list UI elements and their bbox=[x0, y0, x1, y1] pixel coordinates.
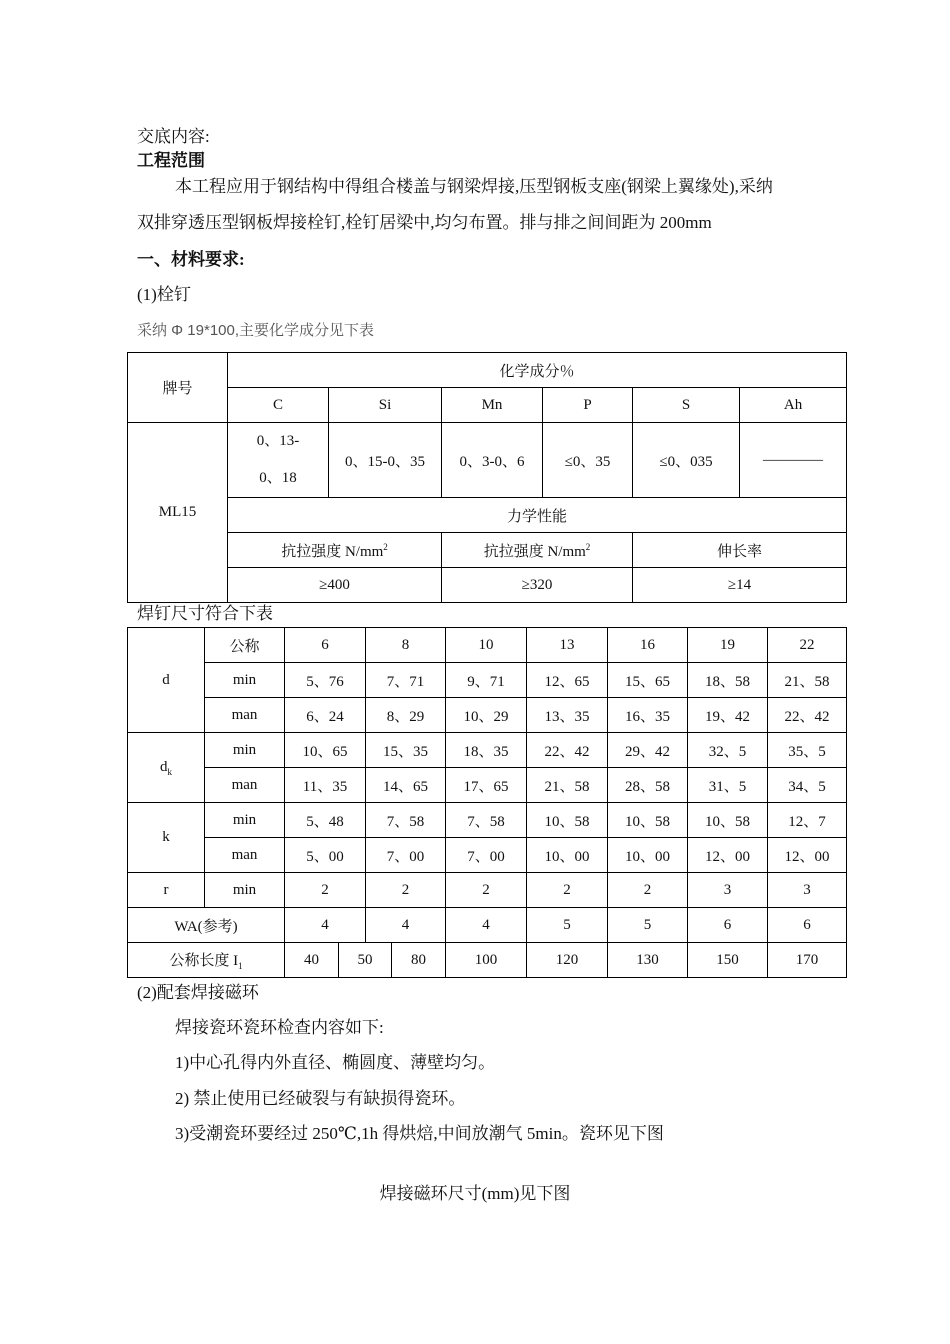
ring-item-1: 1)中心孔得内外直径、椭圆度、薄壁均匀。 bbox=[175, 1053, 496, 1072]
heading-materials: 一、材料要求: bbox=[137, 250, 245, 269]
ring-item-2: 2) 禁止使用已经破裂与有缺损得瓷环。 bbox=[175, 1089, 466, 1108]
ring-intro: 焊接瓷环瓷环检查内容如下: bbox=[175, 1018, 384, 1037]
size-cell: 16、35 bbox=[608, 698, 688, 733]
mech-col-label: 抗拉强度 N/mm bbox=[483, 543, 586, 560]
subheading-stud: (1)栓钉 bbox=[137, 285, 191, 304]
mech-col-label: 抗拉强度 N/mm bbox=[281, 543, 384, 560]
size-cell: 6 bbox=[768, 908, 847, 943]
size-cell: 2 bbox=[366, 873, 446, 908]
nominal-size: 16 bbox=[608, 628, 688, 663]
size-cell: 10、58 bbox=[688, 803, 768, 838]
size-cell: 2 bbox=[527, 873, 608, 908]
stud-size-table bbox=[127, 627, 847, 978]
chem-header: 化学成分％ bbox=[228, 353, 847, 388]
size-cell: 2 bbox=[608, 873, 688, 908]
chemical-composition-table bbox=[127, 352, 847, 603]
max-label: man bbox=[205, 838, 285, 873]
max-label: man bbox=[205, 768, 285, 803]
size-cell: 34、5 bbox=[768, 768, 847, 803]
dk-subscript: k bbox=[167, 766, 172, 777]
size-cell: 3 bbox=[688, 873, 768, 908]
nominal-size: 10 bbox=[446, 628, 527, 663]
length-cell: 100 bbox=[446, 943, 527, 978]
size-cell: 12、65 bbox=[527, 663, 608, 698]
chem-value: 0、15-0、35 bbox=[329, 423, 442, 498]
subheading-ring: (2)配套焊接磁环 bbox=[137, 983, 259, 1002]
size-cell: 13、35 bbox=[527, 698, 608, 733]
size-cell: 28、58 bbox=[608, 768, 688, 803]
size-cell: 10、00 bbox=[608, 838, 688, 873]
size-cell: 21、58 bbox=[768, 663, 847, 698]
size-cell: 29、42 bbox=[608, 733, 688, 768]
brand-header: 牌号 bbox=[128, 353, 228, 423]
mech-col-header bbox=[228, 533, 442, 568]
size-cell: 2 bbox=[446, 873, 527, 908]
mech-header: 力学性能 bbox=[228, 498, 847, 533]
size-cell: 10、29 bbox=[446, 698, 527, 733]
size-cell: 10、00 bbox=[527, 838, 608, 873]
size-cell: 12、00 bbox=[688, 838, 768, 873]
length-cell: 120 bbox=[527, 943, 608, 978]
size-cell: 18、35 bbox=[446, 733, 527, 768]
min-label: min bbox=[205, 873, 285, 908]
element-header: P bbox=[543, 388, 633, 423]
mech-col-header: 伸长率 bbox=[633, 533, 847, 568]
size-cell: 18、58 bbox=[688, 663, 768, 698]
size-cell: 6、24 bbox=[285, 698, 366, 733]
length-cell: 130 bbox=[608, 943, 688, 978]
k-row-label: k bbox=[128, 803, 205, 873]
size-cell: 31、5 bbox=[688, 768, 768, 803]
size-cell: 22、42 bbox=[768, 698, 847, 733]
size-cell: 14、65 bbox=[366, 768, 446, 803]
dk-label: d bbox=[160, 758, 168, 775]
size-cell: 7、71 bbox=[366, 663, 446, 698]
size-cell: 4 bbox=[446, 908, 527, 943]
mech-value: ≥14 bbox=[633, 568, 847, 603]
length-row-label bbox=[128, 943, 285, 978]
element-header: Ah bbox=[740, 388, 847, 423]
size-cell: 10、58 bbox=[527, 803, 608, 838]
size-cell: 10、58 bbox=[608, 803, 688, 838]
ring-item-3: 3)受潮瓷环要经过 250℃,1h 得烘焙,中间放潮气 5min。瓷环见下图 bbox=[175, 1124, 664, 1143]
size-cell: 4 bbox=[285, 908, 366, 943]
heading-intro: 交底内容: bbox=[137, 127, 210, 146]
chem-value: ≤0、035 bbox=[633, 423, 740, 498]
size-cell: 5、48 bbox=[285, 803, 366, 838]
size-note: 焊钉尺寸符合下表 bbox=[137, 604, 273, 623]
d-row-label: d bbox=[128, 628, 205, 733]
length-cell: 50 bbox=[339, 943, 392, 978]
nominal-size: 6 bbox=[285, 628, 366, 663]
mech-col-header bbox=[442, 533, 633, 568]
element-header: C bbox=[228, 388, 329, 423]
length-subscript: 1 bbox=[238, 961, 243, 971]
mech-value: ≥320 bbox=[442, 568, 633, 603]
size-cell: 7、58 bbox=[446, 803, 527, 838]
size-cell: 6 bbox=[688, 908, 768, 943]
max-label: man bbox=[205, 698, 285, 733]
min-label: min bbox=[205, 733, 285, 768]
size-cell: 19、42 bbox=[688, 698, 768, 733]
size-cell: 3 bbox=[768, 873, 847, 908]
size-cell: 12、7 bbox=[768, 803, 847, 838]
length-cell: 170 bbox=[768, 943, 847, 978]
size-cell: 17、65 bbox=[446, 768, 527, 803]
chem-value: 0、3-0、6 bbox=[442, 423, 543, 498]
length-cell: 80 bbox=[392, 943, 446, 978]
size-cell: 5 bbox=[527, 908, 608, 943]
stud-note: 采纳 Φ 19*100,主要化学成分见下表 bbox=[137, 322, 375, 339]
size-cell: 5 bbox=[608, 908, 688, 943]
element-header: Mn bbox=[442, 388, 543, 423]
size-cell: 15、35 bbox=[366, 733, 446, 768]
nominal-size: 22 bbox=[768, 628, 847, 663]
size-cell: 5、76 bbox=[285, 663, 366, 698]
chem-value: ≤0、35 bbox=[543, 423, 633, 498]
size-cell: 7、00 bbox=[366, 838, 446, 873]
nominal-size: 8 bbox=[366, 628, 446, 663]
length-cell: 40 bbox=[285, 943, 339, 978]
nominal-label: 公称 bbox=[205, 628, 285, 663]
scope-paragraph-line-2: 双排穿透压型钢板焊接栓钉,栓钉居梁中,均匀布置。排与排之间间距为 200mm bbox=[137, 213, 712, 232]
scope-paragraph-line-1: 本工程应用于钢结构中得组合楼盖与钢梁焊接,压型钢板支座(钢梁上翼缘处),采纳 bbox=[175, 177, 773, 196]
size-cell: 21、58 bbox=[527, 768, 608, 803]
nominal-size: 13 bbox=[527, 628, 608, 663]
mech-value: ≥400 bbox=[228, 568, 442, 603]
size-cell: 15、65 bbox=[608, 663, 688, 698]
size-cell: 7、00 bbox=[446, 838, 527, 873]
heading-scope: 工程范围 bbox=[137, 151, 205, 170]
size-cell: 22、42 bbox=[527, 733, 608, 768]
size-cell: 32、5 bbox=[688, 733, 768, 768]
size-cell: 7、58 bbox=[366, 803, 446, 838]
length-label: 公称长度 I bbox=[169, 953, 239, 969]
size-cell: 9、71 bbox=[446, 663, 527, 698]
r-row-label: r bbox=[128, 873, 205, 908]
element-header: S bbox=[633, 388, 740, 423]
min-label: min bbox=[205, 663, 285, 698]
mech-col-unit-sup: 2 bbox=[585, 541, 591, 552]
size-cell: 11、35 bbox=[285, 768, 366, 803]
wa-row-label: WA(参考) bbox=[128, 908, 285, 943]
chem-value: ———— bbox=[740, 423, 847, 498]
size-cell: 35、5 bbox=[768, 733, 847, 768]
size-cell: 10、65 bbox=[285, 733, 366, 768]
length-cell: 150 bbox=[688, 943, 768, 978]
dk-row-label bbox=[128, 733, 205, 803]
size-cell: 5、00 bbox=[285, 838, 366, 873]
mech-col-unit-sup: 2 bbox=[383, 541, 388, 552]
brand-value: ML15 bbox=[128, 423, 228, 603]
min-label: min bbox=[205, 803, 285, 838]
size-cell: 2 bbox=[285, 873, 366, 908]
nominal-size: 19 bbox=[688, 628, 768, 663]
size-cell: 8、29 bbox=[366, 698, 446, 733]
size-cell: 4 bbox=[366, 908, 446, 943]
element-header: Si bbox=[329, 388, 442, 423]
chem-value: 0、13-0、18 bbox=[228, 423, 329, 498]
size-cell: 12、00 bbox=[768, 838, 847, 873]
figure-caption: 焊接磁环尺寸(mm)见下图 bbox=[379, 1184, 571, 1203]
